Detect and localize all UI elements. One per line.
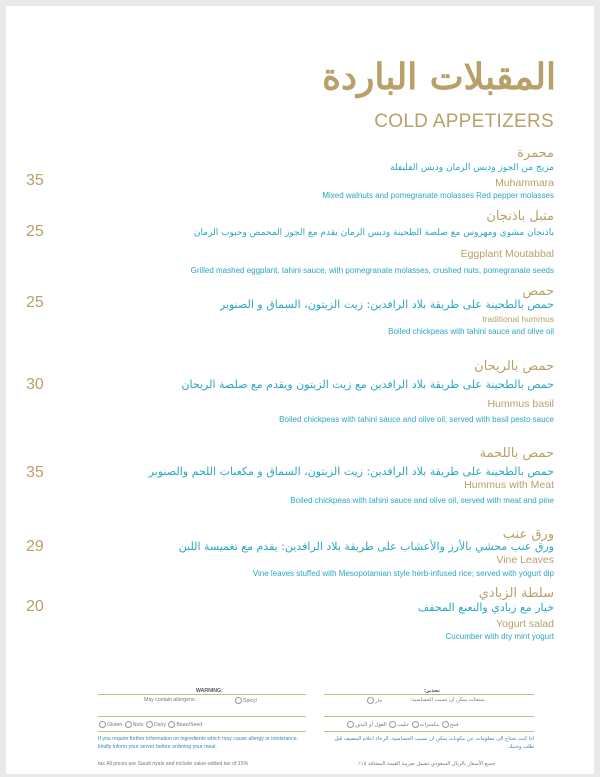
milk-icon xyxy=(146,721,153,728)
allergen-icons-row: Gluten Nuts Dairy Bean/Seed xyxy=(98,721,202,728)
item-description-arabic: مزيج من الجوز ودبس الرمان ودبس الفليفلة xyxy=(390,163,554,173)
item-description-arabic: باذنجان مشوي ومهروس مع صلصة الطحينة ودبس الرمان يقدم مع الجوز المحمص وحبوب الرمان xyxy=(193,228,554,238)
allergens-label: May contain allergens: xyxy=(144,697,196,703)
item-price: 29 xyxy=(26,538,44,555)
tax-note: tax All prices are Saudi riyals and include value-added tax of 15% xyxy=(98,761,249,767)
item-name-arabic: حمص باللحمة xyxy=(479,446,554,461)
divider xyxy=(98,716,306,717)
warning-label-arabic: تحذير: xyxy=(424,688,440,694)
item-name-english: Vine Leaves xyxy=(496,554,554,566)
allergy-note-arabic: اذا كنت تحتاج الى معلومات عن مكونات يمكن ان تسبب الحساسية، الرجاء اعلام المضيف قبل طلب وجبتك xyxy=(334,736,534,750)
chili-icon xyxy=(367,697,374,704)
item-description-arabic: حمص بالطحينة على طريقة بلاد الرافدين: زيت الزيتون، السماق و مكعبات اللحم والصنوبر xyxy=(148,465,554,478)
warning-label: WARNING: xyxy=(196,688,223,694)
wheat-icon xyxy=(99,721,106,728)
tax-note-arabic: جميع الأسعار بالريال السعودي تشمل ضريبة القيمة المضافة ١٥٪ xyxy=(358,761,496,767)
section-title-english: COLD APPETIZERS xyxy=(374,111,554,132)
item-price: 35 xyxy=(26,464,44,481)
bean-icon xyxy=(347,721,354,728)
allergens-label-arabic: منتجات يمكن ان تسبب الحساسية: xyxy=(410,697,485,703)
menu-page xyxy=(6,6,594,774)
divider xyxy=(324,716,534,717)
item-price: 20 xyxy=(26,598,44,615)
item-description-english: Boiled chickpeas with tahini sauce and olive oil, served with meat and pine xyxy=(290,496,554,505)
allergy-note: If you require further information on ingredients which may cause allergy or intolerance, kindly inform your server before ordering your meal. xyxy=(98,736,299,750)
item-price: 25 xyxy=(26,223,44,240)
item-name-english: Hummus basil xyxy=(487,398,554,410)
item-description-arabic: حمص بالطحينة على طريقة بلاد الرافدين: زيت الزيتون، السماق و الصنوبر xyxy=(219,298,554,311)
divider xyxy=(324,694,534,695)
milk-icon xyxy=(389,721,396,728)
item-price: 35 xyxy=(26,172,44,189)
item-name-english: traditional hummus xyxy=(482,314,554,324)
item-description-english: Mixed walnuts and pomegranate molasses Red pepper molasses xyxy=(322,191,554,200)
allergen-icons-row-arabic: قمح مكسرات حليب الفول أو البذور xyxy=(346,721,459,728)
item-description-english: Boiled chickpeas with tahini sauce and olive oil, served with basil pesto sauce xyxy=(279,415,554,424)
item-description-english: Grilled mashed eggplant, tahini sauce, with pomegranate molasses, crushed nuts, pomegranate seeds xyxy=(190,266,554,275)
item-description-arabic: حمص بالطحينة على طريقة بلاد الرافدين مع زيت الزيتون ويقدم مع صلصة الريحان xyxy=(181,378,554,391)
item-description-arabic: خيار مع زبادي والنعنع المجفف xyxy=(417,601,554,614)
item-name-arabic: متبل باذنجان xyxy=(486,209,554,224)
item-description-english: Cucumber with dry mint yogurt xyxy=(445,632,554,641)
item-name-english: Hummus with Meat xyxy=(464,479,554,491)
item-name-arabic: حمص xyxy=(522,284,554,299)
item-description-english: Boiled chickpeas with tahini sauce and olive oil xyxy=(388,327,554,336)
item-price: 25 xyxy=(26,294,44,311)
wheat-icon xyxy=(442,721,449,728)
item-description-english: Vine leaves stuffed with Mesopotamian style herb-infused rice; served with yogurt dip xyxy=(252,569,554,578)
item-description-arabic: ورق عنب محشي بالأرز والأعشاب على طريقة بلاد الرافدين: يقدم مع تغميسة اللبن xyxy=(178,540,554,553)
allergen-footer xyxy=(6,686,594,774)
divider xyxy=(98,731,306,732)
nut-icon xyxy=(412,721,419,728)
nut-icon xyxy=(125,721,132,728)
section-title-arabic: المقبلات الباردة xyxy=(322,56,556,98)
item-name-english: Yogurt salad xyxy=(496,618,554,630)
spicy-label-arabic: حار xyxy=(366,697,382,704)
item-name-english: Eggplant Moutabbal xyxy=(460,248,554,260)
item-name-arabic: حمص بالريحان xyxy=(474,359,554,374)
chili-icon xyxy=(235,697,242,704)
item-name-english: Muhammara xyxy=(495,177,554,189)
divider xyxy=(324,731,534,732)
item-name-arabic: سلطة الزبادي xyxy=(478,586,554,601)
item-name-arabic: ورق عنب xyxy=(502,527,554,542)
bean-icon xyxy=(168,721,175,728)
item-price: 30 xyxy=(26,376,44,393)
divider xyxy=(98,694,306,695)
spicy-label: Spicy! xyxy=(234,697,257,704)
item-name-arabic: محمرة xyxy=(517,146,554,161)
